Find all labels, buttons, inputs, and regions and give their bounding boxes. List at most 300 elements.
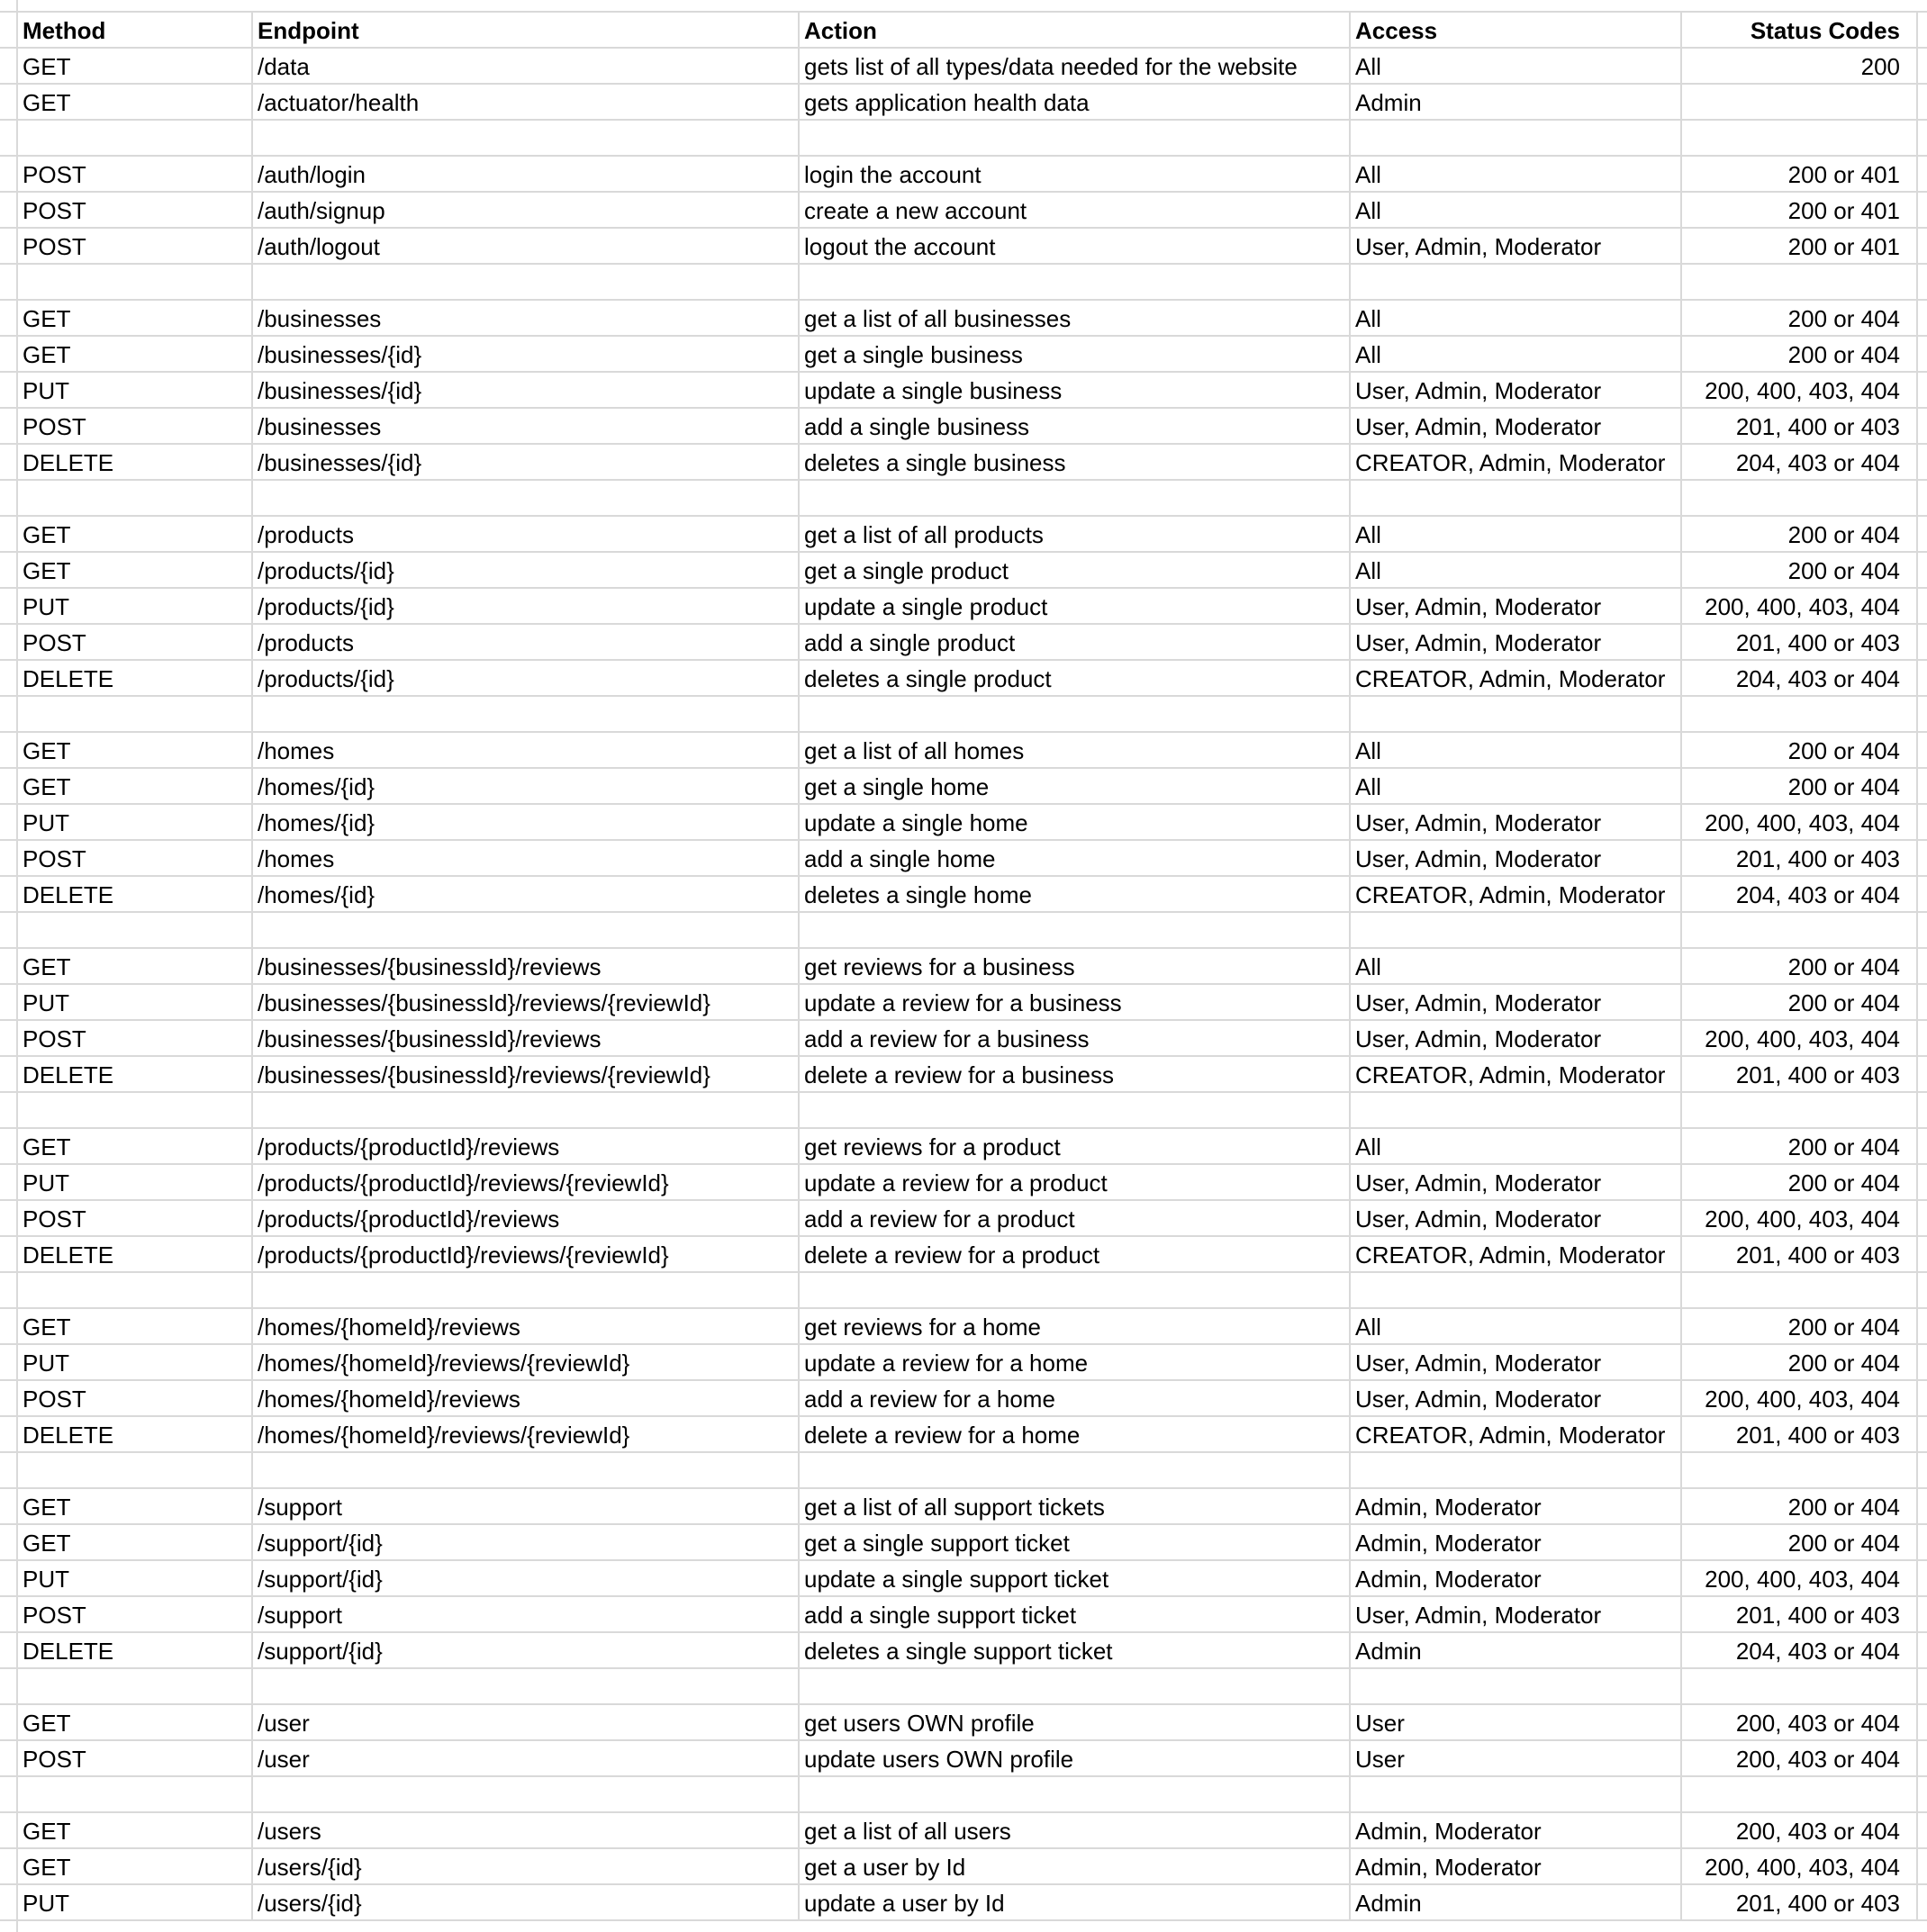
cell-endpoint[interactable]: /homes/{homeId}/reviews/{reviewId} [253, 1345, 800, 1381]
cell-action[interactable]: add a single business [800, 409, 1351, 445]
cell-action[interactable]: create a new account [800, 193, 1351, 229]
cell-endpoint[interactable]: /support/{id} [253, 1525, 800, 1561]
cell-access[interactable]: All [1351, 949, 1682, 985]
cell-status-codes[interactable] [1682, 121, 1918, 157]
cell-endpoint[interactable]: /businesses/{businessId}/reviews/{reviewId} [253, 985, 800, 1021]
cell-method[interactable]: PUT [18, 985, 253, 1021]
cell-method[interactable]: POST [18, 1597, 253, 1633]
cell-endpoint[interactable]: /products/{productId}/reviews/{reviewId} [253, 1165, 800, 1201]
cell-status-codes[interactable] [1682, 1093, 1918, 1129]
cell-access[interactable]: User, Admin, Moderator [1351, 1201, 1682, 1237]
cell-endpoint[interactable] [253, 121, 800, 157]
table-row [0, 985, 1927, 1021]
cell-endpoint[interactable]: /users/{id} [253, 1849, 800, 1885]
cell-action[interactable]: add a review for a business [800, 1021, 1351, 1057]
cell-action[interactable]: get a single home [800, 769, 1351, 805]
cell-method[interactable]: GET [18, 769, 253, 805]
cell-endpoint[interactable]: /homes [253, 841, 800, 877]
table-row [0, 553, 1927, 589]
cell-method[interactable]: POST [18, 841, 253, 877]
table-row [0, 481, 1927, 517]
table-row [0, 1525, 1927, 1561]
cell-method[interactable]: POST [18, 1201, 253, 1237]
cell-action[interactable]: update a single support ticket [800, 1561, 1351, 1597]
table-row [0, 1705, 1927, 1741]
table-row [0, 1381, 1927, 1417]
cell-method[interactable]: GET [18, 733, 253, 769]
cell-status-codes[interactable] [1682, 265, 1918, 301]
cell-action[interactable] [800, 1669, 1351, 1705]
cell-access[interactable]: Admin, Moderator [1351, 1489, 1682, 1525]
cell-endpoint[interactable]: /homes/{homeId}/reviews/{reviewId} [253, 1417, 800, 1453]
cell-status-codes[interactable]: 201, 400 or 403 [1682, 409, 1918, 445]
cell-method[interactable]: POST [18, 625, 253, 661]
cell-endpoint[interactable]: /auth/login [253, 157, 800, 193]
cell-action[interactable] [800, 121, 1351, 157]
cell-action[interactable]: deletes a single home [800, 877, 1351, 913]
cell-status-codes[interactable] [1682, 1273, 1918, 1309]
cell-access[interactable]: User, Admin, Moderator [1351, 229, 1682, 265]
table-row [0, 1129, 1927, 1165]
cell-status-codes[interactable]: 201, 400 or 403 [1682, 625, 1918, 661]
cell-action[interactable]: add a review for a home [800, 1381, 1351, 1417]
cell-endpoint[interactable]: /businesses/{id} [253, 445, 800, 481]
cell-endpoint[interactable]: /products/{productId}/reviews/{reviewId} [253, 1237, 800, 1273]
cell-method[interactable]: GET [18, 49, 253, 85]
table-row [0, 913, 1927, 949]
cell-action[interactable]: add a single home [800, 841, 1351, 877]
cell-status-codes[interactable] [1682, 85, 1918, 121]
cell-status-codes[interactable]: 201, 400 or 403 [1682, 841, 1918, 877]
table-row [0, 1597, 1927, 1633]
cell-status-codes[interactable]: 200, 403 or 404 [1682, 1741, 1918, 1777]
cell-access[interactable] [1351, 1453, 1682, 1489]
cell-method[interactable]: POST [18, 1381, 253, 1417]
cell-endpoint[interactable]: /homes/{id} [253, 877, 800, 913]
header-row [0, 13, 1927, 49]
cell-endpoint[interactable]: /products [253, 625, 800, 661]
cell-access[interactable] [1351, 121, 1682, 157]
cell-action[interactable]: update a review for a product [800, 1165, 1351, 1201]
cell-action[interactable] [800, 265, 1351, 301]
cell-action[interactable]: update a review for a business [800, 985, 1351, 1021]
cell-endpoint[interactable]: /homes/{homeId}/reviews [253, 1381, 800, 1417]
cell-status-codes[interactable]: 200, 400, 403, 404 [1682, 373, 1918, 409]
table-row [0, 85, 1927, 121]
cell-endpoint[interactable]: /products/{id} [253, 589, 800, 625]
cell-method[interactable] [18, 1669, 253, 1705]
cell-status-codes[interactable]: 200 or 404 [1682, 733, 1918, 769]
cell-method[interactable]: DELETE [18, 1237, 253, 1273]
cell-action[interactable]: add a single support ticket [800, 1597, 1351, 1633]
cell-method[interactable]: PUT [18, 589, 253, 625]
cell-access[interactable]: Admin, Moderator [1351, 1849, 1682, 1885]
cell-method[interactable]: GET [18, 1705, 253, 1741]
cell-status-codes[interactable]: 200 or 401 [1682, 229, 1918, 265]
cell-access[interactable]: User, Admin, Moderator [1351, 625, 1682, 661]
cell-status-codes[interactable]: 200 or 404 [1682, 553, 1918, 589]
cell-action[interactable] [800, 697, 1351, 733]
cell-method[interactable]: GET [18, 1813, 253, 1849]
cell-endpoint[interactable] [253, 913, 800, 949]
cell-endpoint[interactable]: /products/{productId}/reviews [253, 1201, 800, 1237]
cell-action[interactable]: delete a review for a home [800, 1417, 1351, 1453]
cell-endpoint[interactable]: /support [253, 1489, 800, 1525]
table-row [0, 337, 1927, 373]
cell-endpoint[interactable]: /businesses/{id} [253, 373, 800, 409]
cell-access[interactable]: CREATOR, Admin, Moderator [1351, 1057, 1682, 1093]
cell-endpoint[interactable]: /support/{id} [253, 1561, 800, 1597]
cell-status-codes[interactable] [1682, 481, 1918, 517]
table-row [0, 301, 1927, 337]
cell-status-codes[interactable]: 200 or 404 [1682, 1489, 1918, 1525]
cell-status-codes[interactable]: 204, 403 or 404 [1682, 661, 1918, 697]
cell-endpoint[interactable]: /homes/{id} [253, 769, 800, 805]
cell-action[interactable]: update a single business [800, 373, 1351, 409]
cell-status-codes[interactable]: 200 or 404 [1682, 301, 1918, 337]
cell-action[interactable]: add a review for a product [800, 1201, 1351, 1237]
cell-method[interactable]: DELETE [18, 445, 253, 481]
cell-action[interactable]: get reviews for a product [800, 1129, 1351, 1165]
table-row [0, 1669, 1927, 1705]
cell-action[interactable]: update a single home [800, 805, 1351, 841]
cell-status-codes[interactable]: 200, 403 or 404 [1682, 1813, 1918, 1849]
table-row [0, 1633, 1927, 1669]
cell-action[interactable]: delete a review for a product [800, 1237, 1351, 1273]
cell-endpoint[interactable]: /products [253, 517, 800, 553]
cell-access[interactable]: All [1351, 1129, 1682, 1165]
table-row [0, 697, 1927, 733]
cell-endpoint[interactable] [253, 1777, 800, 1813]
cell-access[interactable] [1351, 481, 1682, 517]
cell-method[interactable]: DELETE [18, 1057, 253, 1093]
cell-access[interactable]: User, Admin, Moderator [1351, 1165, 1682, 1201]
cell-method[interactable]: PUT [18, 1345, 253, 1381]
cell-action[interactable]: gets application health data [800, 85, 1351, 121]
cell-method[interactable]: PUT [18, 805, 253, 841]
cell-access[interactable]: User, Admin, Moderator [1351, 1021, 1682, 1057]
cell-action[interactable]: update users OWN profile [800, 1741, 1351, 1777]
cell-status-codes[interactable]: 200, 400, 403, 404 [1682, 1021, 1918, 1057]
cell-status-codes[interactable]: 200 or 401 [1682, 157, 1918, 193]
table-row [0, 1057, 1927, 1093]
cell-access[interactable]: User, Admin, Moderator [1351, 1345, 1682, 1381]
cell-endpoint[interactable] [253, 481, 800, 517]
cell-method[interactable]: GET [18, 1849, 253, 1885]
cell-method[interactable]: POST [18, 229, 253, 265]
cell-status-codes[interactable]: 200, 403 or 404 [1682, 1705, 1918, 1741]
table-row [0, 1885, 1927, 1921]
cell-action[interactable] [800, 913, 1351, 949]
cell-status-codes[interactable]: 200 or 404 [1682, 1165, 1918, 1201]
cell-status-codes[interactable]: 200, 400, 403, 404 [1682, 589, 1918, 625]
cell-access[interactable]: Admin, Moderator [1351, 1525, 1682, 1561]
table-row [0, 265, 1927, 301]
cell-endpoint[interactable]: /homes/{id} [253, 805, 800, 841]
cell-endpoint[interactable]: /homes/{homeId}/reviews [253, 1309, 800, 1345]
table-row [0, 1201, 1927, 1237]
cell-method[interactable]: GET [18, 1489, 253, 1525]
cell-status-codes[interactable] [1682, 697, 1918, 733]
cell-method[interactable]: PUT [18, 373, 253, 409]
cell-action[interactable]: login the account [800, 157, 1351, 193]
table-row [0, 661, 1927, 697]
cell-endpoint[interactable]: /businesses [253, 301, 800, 337]
cell-endpoint[interactable] [253, 1273, 800, 1309]
cell-action[interactable] [800, 1777, 1351, 1813]
table-row [0, 805, 1927, 841]
cell-method[interactable] [18, 697, 253, 733]
cell-endpoint[interactable]: /users/{id} [253, 1885, 800, 1921]
cell-endpoint[interactable] [253, 1453, 800, 1489]
cell-access[interactable]: User, Admin, Moderator [1351, 805, 1682, 841]
cell-action[interactable]: logout the account [800, 229, 1351, 265]
cell-access[interactable]: Admin [1351, 1633, 1682, 1669]
cell-method[interactable]: GET [18, 1525, 253, 1561]
cell-endpoint[interactable]: /products/{id} [253, 553, 800, 589]
cell-access[interactable]: All [1351, 49, 1682, 85]
table-row [0, 769, 1927, 805]
cell-access[interactable]: CREATOR, Admin, Moderator [1351, 877, 1682, 913]
cell-endpoint[interactable]: /businesses/{businessId}/reviews/{reviewId} [253, 1057, 800, 1093]
cell-access[interactable] [1351, 1273, 1682, 1309]
cell-endpoint[interactable]: /homes [253, 733, 800, 769]
cell-status-codes[interactable]: 204, 403 or 404 [1682, 445, 1918, 481]
cell-endpoint[interactable]: /businesses/{businessId}/reviews [253, 1021, 800, 1057]
cell-access[interactable]: CREATOR, Admin, Moderator [1351, 1237, 1682, 1273]
cell-method[interactable] [18, 1273, 253, 1309]
header-cell-endpoint[interactable]: Endpoint [253, 13, 800, 49]
cell-status-codes[interactable]: 201, 400 or 403 [1682, 1885, 1918, 1921]
cell-access[interactable]: All [1351, 301, 1682, 337]
cell-method[interactable]: GET [18, 301, 253, 337]
cell-endpoint[interactable] [253, 1093, 800, 1129]
cell-endpoint[interactable] [253, 697, 800, 733]
cell-status-codes[interactable]: 200 or 404 [1682, 1309, 1918, 1345]
cell-access[interactable]: Admin [1351, 1885, 1682, 1921]
cell-action[interactable]: get a list of all homes [800, 733, 1351, 769]
cell-method[interactable] [18, 265, 253, 301]
header-cell-access[interactable]: Access [1351, 13, 1682, 49]
cell-access[interactable]: All [1351, 769, 1682, 805]
cell-method[interactable]: GET [18, 517, 253, 553]
cell-status-codes[interactable]: 200 or 404 [1682, 1345, 1918, 1381]
cell-method[interactable]: PUT [18, 1885, 253, 1921]
cell-method[interactable] [18, 1777, 253, 1813]
table-row [0, 1021, 1927, 1057]
cell-action[interactable]: get a list of all support tickets [800, 1489, 1351, 1525]
cell-endpoint[interactable]: /auth/signup [253, 193, 800, 229]
cell-access[interactable] [1351, 1093, 1682, 1129]
cell-access[interactable]: Admin [1351, 85, 1682, 121]
cell-method[interactable]: DELETE [18, 1633, 253, 1669]
cell-endpoint[interactable]: /products/{id} [253, 661, 800, 697]
cell-action[interactable]: update a single product [800, 589, 1351, 625]
cell-method[interactable] [18, 1093, 253, 1129]
table-row [0, 1561, 1927, 1597]
cell-method[interactable] [18, 1453, 253, 1489]
cell-status-codes[interactable]: 200, 400, 403, 404 [1682, 805, 1918, 841]
cell-access[interactable]: Admin, Moderator [1351, 1813, 1682, 1849]
cell-access[interactable]: User, Admin, Moderator [1351, 1381, 1682, 1417]
cell-status-codes[interactable]: 200 or 404 [1682, 337, 1918, 373]
cell-access[interactable]: User, Admin, Moderator [1351, 985, 1682, 1021]
table-row [0, 157, 1927, 193]
cell-status-codes[interactable]: 200, 400, 403, 404 [1682, 1561, 1918, 1597]
cell-action[interactable] [800, 1453, 1351, 1489]
cell-action[interactable] [800, 1093, 1351, 1129]
cell-access[interactable]: All [1351, 733, 1682, 769]
cell-status-codes[interactable]: 200 or 404 [1682, 517, 1918, 553]
cell-status-codes[interactable]: 201, 400 or 403 [1682, 1237, 1918, 1273]
cell-access[interactable]: User [1351, 1705, 1682, 1741]
cell-status-codes[interactable] [1682, 1453, 1918, 1489]
cell-method[interactable]: DELETE [18, 877, 253, 913]
cell-action[interactable]: get a single business [800, 337, 1351, 373]
cell-method[interactable]: GET [18, 1129, 253, 1165]
cell-action[interactable]: update a review for a home [800, 1345, 1351, 1381]
cell-access[interactable]: CREATOR, Admin, Moderator [1351, 1417, 1682, 1453]
header-cell-status-codes[interactable]: Status Codes [1682, 13, 1918, 49]
cell-status-codes[interactable]: 200, 400, 403, 404 [1682, 1849, 1918, 1885]
cell-status-codes[interactable]: 204, 403 or 404 [1682, 1633, 1918, 1669]
header-cell-action[interactable]: Action [800, 13, 1351, 49]
table-row [0, 1417, 1927, 1453]
cell-access[interactable]: User, Admin, Moderator [1351, 589, 1682, 625]
cell-action[interactable] [800, 1273, 1351, 1309]
cell-access[interactable]: User, Admin, Moderator [1351, 409, 1682, 445]
cell-access[interactable]: All [1351, 193, 1682, 229]
cell-access[interactable]: Admin, Moderator [1351, 1561, 1682, 1597]
cell-method[interactable]: POST [18, 409, 253, 445]
cell-access[interactable] [1351, 913, 1682, 949]
cell-endpoint[interactable]: /user [253, 1741, 800, 1777]
cell-action[interactable]: get a list of all products [800, 517, 1351, 553]
cell-status-codes[interactable]: 200 or 404 [1682, 769, 1918, 805]
table-row [0, 49, 1927, 85]
cell-access[interactable] [1351, 1777, 1682, 1813]
cell-endpoint[interactable]: /products/{productId}/reviews [253, 1129, 800, 1165]
cell-action[interactable]: add a single product [800, 625, 1351, 661]
cell-access[interactable]: User, Admin, Moderator [1351, 1597, 1682, 1633]
cell-method[interactable]: POST [18, 1741, 253, 1777]
cell-status-codes[interactable] [1682, 913, 1918, 949]
cell-method[interactable] [18, 913, 253, 949]
cell-action[interactable]: delete a review for a business [800, 1057, 1351, 1093]
cell-access[interactable]: All [1351, 517, 1682, 553]
cell-status-codes[interactable] [1682, 1777, 1918, 1813]
table-row [0, 1813, 1927, 1849]
cell-access[interactable] [1351, 697, 1682, 733]
cell-access[interactable]: User, Admin, Moderator [1351, 373, 1682, 409]
cell-status-codes[interactable]: 201, 400 or 403 [1682, 1417, 1918, 1453]
cell-endpoint[interactable]: /data [253, 49, 800, 85]
cell-status-codes[interactable]: 200 or 404 [1682, 985, 1918, 1021]
cell-action[interactable]: get a single support ticket [800, 1525, 1351, 1561]
cell-endpoint[interactable] [253, 1669, 800, 1705]
cell-access[interactable]: CREATOR, Admin, Moderator [1351, 661, 1682, 697]
table-row [0, 373, 1927, 409]
cell-method[interactable]: PUT [18, 1561, 253, 1597]
cell-access[interactable]: All [1351, 157, 1682, 193]
cell-method[interactable]: POST [18, 157, 253, 193]
cell-access[interactable]: User, Admin, Moderator [1351, 841, 1682, 877]
cell-status-codes[interactable]: 200 or 404 [1682, 1129, 1918, 1165]
cell-action[interactable] [800, 481, 1351, 517]
cell-endpoint[interactable]: /actuator/health [253, 85, 800, 121]
cell-access[interactable]: All [1351, 1309, 1682, 1345]
cell-method[interactable] [18, 481, 253, 517]
cell-method[interactable]: POST [18, 193, 253, 229]
cell-status-codes[interactable]: 200, 400, 403, 404 [1682, 1201, 1918, 1237]
cell-endpoint[interactable]: /businesses/{id} [253, 337, 800, 373]
cell-action[interactable]: deletes a single product [800, 661, 1351, 697]
cell-method[interactable]: DELETE [18, 661, 253, 697]
cell-action[interactable]: get a user by Id [800, 1849, 1351, 1885]
cell-method[interactable] [18, 121, 253, 157]
cell-access[interactable]: User [1351, 1741, 1682, 1777]
cell-method[interactable]: GET [18, 85, 253, 121]
table-row [0, 1741, 1927, 1777]
cell-action[interactable]: get reviews for a business [800, 949, 1351, 985]
cell-method[interactable]: PUT [18, 1165, 253, 1201]
cell-endpoint[interactable]: /auth/logout [253, 229, 800, 265]
cell-status-codes[interactable]: 201, 400 or 403 [1682, 1597, 1918, 1633]
cell-method[interactable]: GET [18, 1309, 253, 1345]
cell-action[interactable]: get a list of all users [800, 1813, 1351, 1849]
cell-endpoint[interactable]: /businesses/{businessId}/reviews [253, 949, 800, 985]
cell-access[interactable]: All [1351, 337, 1682, 373]
cell-endpoint[interactable]: /businesses [253, 409, 800, 445]
table-row [0, 625, 1927, 661]
cell-method[interactable]: POST [18, 1021, 253, 1057]
table-row [0, 733, 1927, 769]
cell-access[interactable]: CREATOR, Admin, Moderator [1351, 445, 1682, 481]
cell-status-codes[interactable]: 200, 400, 403, 404 [1682, 1381, 1918, 1417]
cell-status-codes[interactable]: 204, 403 or 404 [1682, 877, 1918, 913]
cell-action[interactable]: deletes a single support ticket [800, 1633, 1351, 1669]
cell-method[interactable]: GET [18, 553, 253, 589]
cell-status-codes[interactable]: 200 or 401 [1682, 193, 1918, 229]
cell-status-codes[interactable]: 200 [1682, 49, 1918, 85]
cell-action[interactable]: get users OWN profile [800, 1705, 1351, 1741]
cell-status-codes[interactable] [1682, 1669, 1918, 1705]
cell-endpoint[interactable] [253, 265, 800, 301]
cell-access[interactable] [1351, 265, 1682, 301]
cell-access[interactable] [1351, 1669, 1682, 1705]
cell-action[interactable]: get reviews for a home [800, 1309, 1351, 1345]
cell-endpoint[interactable]: /support [253, 1597, 800, 1633]
cell-action[interactable]: update a user by Id [800, 1885, 1351, 1921]
cell-action[interactable]: get a list of all businesses [800, 301, 1351, 337]
cell-method[interactable]: GET [18, 337, 253, 373]
cell-endpoint[interactable]: /user [253, 1705, 800, 1741]
header-cell-method[interactable]: Method [18, 13, 253, 49]
cell-status-codes[interactable]: 201, 400 or 403 [1682, 1057, 1918, 1093]
cell-status-codes[interactable]: 200 or 404 [1682, 1525, 1918, 1561]
cell-method[interactable]: GET [18, 949, 253, 985]
cell-method[interactable]: DELETE [18, 1417, 253, 1453]
cell-access[interactable]: All [1351, 553, 1682, 589]
cell-action[interactable]: deletes a single business [800, 445, 1351, 481]
cell-status-codes[interactable]: 200 or 404 [1682, 949, 1918, 985]
table-row [0, 1489, 1927, 1525]
cell-action[interactable]: gets list of all types/data needed for the website [800, 49, 1351, 85]
table-row [0, 589, 1927, 625]
cell-action[interactable]: get a single product [800, 553, 1351, 589]
cell-endpoint[interactable]: /users [253, 1813, 800, 1849]
cell-endpoint[interactable]: /support/{id} [253, 1633, 800, 1669]
